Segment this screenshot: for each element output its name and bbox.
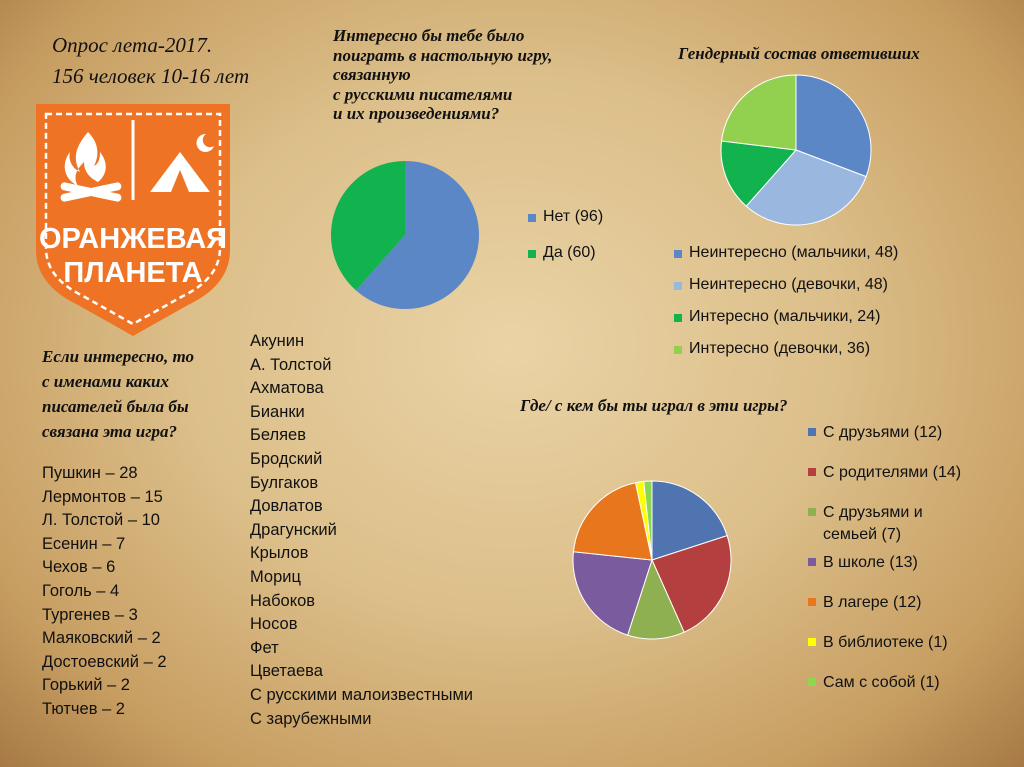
chart3-legend-swatch xyxy=(808,428,816,436)
chart2-legend-label: Неинтересно (мальчики, 48) xyxy=(689,244,899,261)
chart3-legend-item xyxy=(808,592,961,614)
chart2-slice xyxy=(722,75,796,150)
chart1-title-line: с русскими писателями xyxy=(333,84,513,104)
chart3-legend-item xyxy=(808,462,961,484)
survey-title-line1: Опрос лета-2017. xyxy=(52,33,213,57)
chart3-legend-label xyxy=(823,502,923,546)
chart1-legend xyxy=(528,208,603,280)
chart2-legend-label: Интересно (девочки, 36) xyxy=(689,340,871,357)
chart3-title: Где/ с кем бы ты играл в эти игры? xyxy=(520,396,788,415)
writer-name-item: Бианки xyxy=(250,402,305,421)
writers-question xyxy=(42,344,232,444)
chart3-legend-item xyxy=(808,552,961,574)
writer-count-item: Достоевский – 2 xyxy=(42,652,167,671)
chart3-legend-label: В лагере (12) xyxy=(823,594,922,611)
writer-count-item: Лермонтов – 15 xyxy=(42,487,163,506)
writer-name-item: Акунин xyxy=(250,332,305,350)
writer-name-item: Довлатов xyxy=(250,497,323,516)
survey-title xyxy=(52,30,249,92)
chart3-legend-swatch xyxy=(808,508,816,516)
writers-counts-list xyxy=(42,462,167,722)
chart3-legend-swatch xyxy=(808,638,816,646)
chart3-legend-swatch xyxy=(808,468,816,476)
chart3-legend-item xyxy=(808,632,961,654)
writers-names-list xyxy=(250,330,473,731)
writer-name-item: Цветаева xyxy=(250,662,323,681)
chart3-legend-label: В библиотеке (1) xyxy=(823,634,948,651)
writer-count-item: Гоголь – 4 xyxy=(42,581,120,600)
writer-count-item: Есенин – 7 xyxy=(42,534,126,553)
chart2-legend-item xyxy=(674,340,898,372)
chart2-legend-item xyxy=(674,244,898,276)
writer-name-item: Ахматова xyxy=(250,379,324,398)
chart2-legend-swatch xyxy=(674,282,682,290)
writers-question-line: с именами каких xyxy=(42,372,169,391)
chart1-legend-swatch xyxy=(528,214,536,222)
chart1-legend-item xyxy=(528,208,603,244)
chart3-legend-item xyxy=(808,672,961,694)
chart1-title-line: связанную xyxy=(333,65,411,84)
chart1-title-line: Интересно бы тебе было xyxy=(333,26,525,45)
chart3-legend-label: Сам с собой (1) xyxy=(823,674,940,691)
chart2-legend-swatch xyxy=(674,250,682,258)
writer-name-item: Носов xyxy=(250,615,298,634)
chart2-legend-item xyxy=(674,308,898,340)
chart1-legend-item xyxy=(528,244,603,280)
writers-question-line: Если интересно, то xyxy=(42,347,195,366)
logo-text-line2: ПЛАНЕТА xyxy=(63,257,203,289)
chart3-legend-swatch xyxy=(808,678,816,686)
chart3-legend xyxy=(808,422,961,712)
chart3-legend-label: С родителями (14) xyxy=(823,464,962,481)
writer-name-item: Мориц xyxy=(250,567,301,586)
chart3-legend-label: С друзьями (12) xyxy=(823,424,943,441)
chart2-title: Гендерный состав ответивших xyxy=(678,44,920,63)
writer-name-item: Бродский xyxy=(250,449,323,468)
writers-question-line: писателей была бы xyxy=(42,397,189,416)
chart1-title-line: поиграть в настольную игру, xyxy=(333,45,553,65)
chart3-legend-item xyxy=(808,502,961,546)
logo-text-line1: ОРАНЖЕВАЯ xyxy=(38,223,228,255)
chart2-legend xyxy=(674,244,898,372)
writer-name-item: Беляев xyxy=(250,426,306,445)
writer-count-item: Тургенев – 3 xyxy=(42,605,138,624)
writer-name-item: Набоков xyxy=(250,591,316,610)
writer-count-item: Маяковский – 2 xyxy=(42,629,161,648)
chart2-legend-label: Интересно (мальчики, 24) xyxy=(689,308,881,325)
writer-name-item: А. Толстой xyxy=(250,355,332,374)
chart3-legend-item xyxy=(808,422,961,444)
writer-count-item: Чехов – 6 xyxy=(42,558,116,577)
chart2-legend-swatch xyxy=(674,346,682,354)
chart3-pie xyxy=(572,480,732,640)
writer-name-item: Булгаков xyxy=(250,473,319,492)
writer-count-item: Пушкин – 28 xyxy=(42,464,138,482)
writer-name-item: Драгунский xyxy=(250,520,337,539)
chart2-pie xyxy=(720,74,872,226)
chart2-legend-item xyxy=(674,276,898,308)
writer-count-item: Горький – 2 xyxy=(42,676,130,695)
chart3-legend-label-line: С друзьями и xyxy=(823,504,923,521)
chart1-legend-label: Да (60) xyxy=(543,244,596,261)
writer-name-item: Крылов xyxy=(250,544,309,563)
chart3-legend-label-line: семьей (7) xyxy=(823,526,902,543)
writers-question-line: связана эта игра? xyxy=(42,422,178,441)
survey-title-line2: 156 человек 10-16 лет xyxy=(52,64,250,88)
chart1-legend-label: Нет (96) xyxy=(543,208,604,225)
chart1-title-line: и их произведениями? xyxy=(333,104,500,123)
writer-count-item: Тютчев – 2 xyxy=(42,699,125,718)
writer-name-item: С зарубежными xyxy=(250,709,372,728)
writer-name-item: С русскими малоизвестными xyxy=(250,685,474,704)
chart1-legend-swatch xyxy=(528,250,536,258)
writer-name-item: Фет xyxy=(250,638,279,657)
chart1-pie xyxy=(330,160,480,310)
writer-count-item: Л. Толстой – 10 xyxy=(42,511,160,530)
chart3-legend-label: В школе (13) xyxy=(823,554,918,571)
chart2-legend-swatch xyxy=(674,314,682,322)
orange-planet-logo xyxy=(28,100,238,340)
chart1-title xyxy=(333,26,593,124)
chart3-legend-swatch xyxy=(808,598,816,606)
chart2-legend-label: Неинтересно (девочки, 48) xyxy=(689,276,888,293)
chart3-legend-swatch xyxy=(808,558,816,566)
